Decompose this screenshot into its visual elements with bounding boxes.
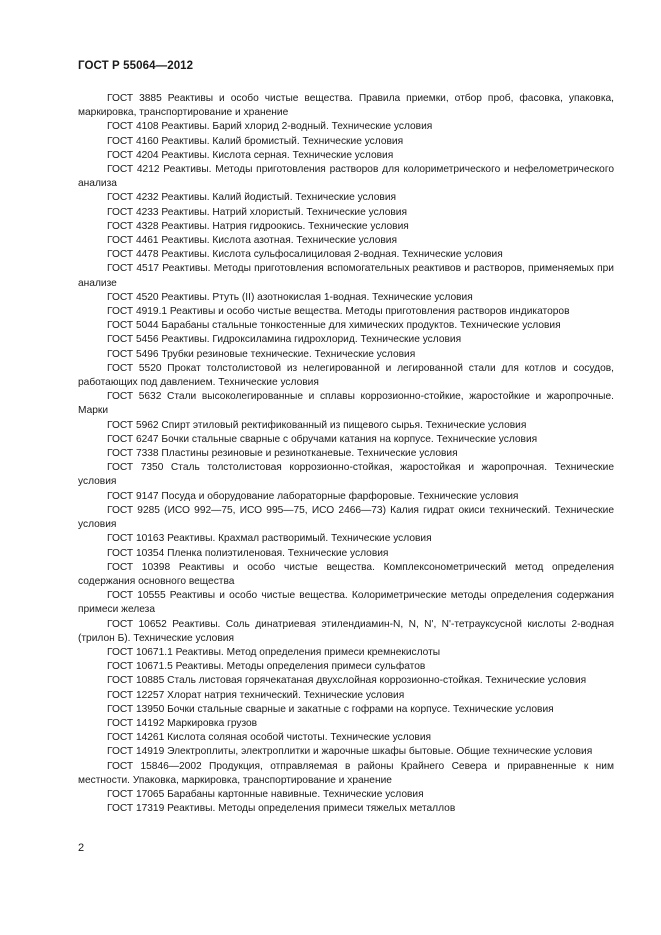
reference-entry: ГОСТ 5044 Барабаны стальные тонкостенные для химических продуктов. Технические условия	[107, 320, 561, 332]
reference-entry: ГОСТ 10398 Реактивы и особо чистые вещества. Комплексонометрический метод определения содержания основного вещества	[78, 561, 614, 587]
reference-entry: ГОСТ 6247 Бочки стальные сварные с обручами катания на корпусе. Технические условия	[107, 433, 538, 445]
reference-entry: ГОСТ 12257 Хлорат натрия технический. Технические условия	[107, 689, 405, 701]
reference-entry: ГОСТ 10163 Реактивы. Крахмал растворимый. Технические условия	[107, 533, 432, 545]
reference-entry: ГОСТ 17319 Реактивы. Методы определения примеси тяжелых металлов	[107, 803, 456, 815]
reference-entry: ГОСТ 10555 Реактивы и особо чистые вещества. Колориметрические методы определения содержания примеси железа	[78, 590, 614, 616]
reference-entry: ГОСТ 3885 Реактивы и особо чистые вещества. Правила приемки, отбор проб, фасовка, упаковка, маркировка, транспортирование и хранение	[78, 93, 614, 119]
reference-entry: ГОСТ 14261 Кислота соляная особой чистоты. Технические условия	[107, 732, 432, 744]
reference-entry: ГОСТ 5520 Прокат толстолистовой из нелегированной и легированной стали для котлов и сосудов, работающих под давлением. Технические условия	[78, 362, 614, 389]
normative-references-list	[78, 92, 614, 816]
reference-entry: ГОСТ 14192 Маркировка грузов	[107, 717, 258, 729]
reference-entry: ГОСТ 10354 Пленка полиэтиленовая. Технические условия	[107, 547, 389, 559]
reference-entry: ГОСТ 17065 Барабаны картонные навивные. Технические условия	[107, 788, 424, 800]
reference-entry: ГОСТ 10652 Реактивы. Соль динатриевая этилендиамин-N, N, N', N'-тетрауксусной кислоты 2-водная (трилон Б). Технические условия	[78, 618, 614, 644]
reference-entry: ГОСТ 5456 Реактивы. Гидроксиламина гидрохлорид. Технические условия	[107, 334, 462, 346]
reference-entry: ГОСТ 10671.1 Реактивы. Метод определения примеси кремнекислоты	[107, 646, 441, 658]
reference-entry: ГОСТ 7350 Сталь толстолистовая коррозионно-стойкая, жаростойкая и жаропрочная. Технические условия	[78, 462, 614, 488]
reference-entry: ГОСТ 4517 Реактивы. Методы приготовления вспомогательных реактивов и растворов, применяемых при анализе	[78, 263, 614, 289]
reference-entry: ГОСТ 4108 Реактивы. Барий хлорид 2-водный. Технические условия	[107, 121, 433, 133]
reference-entry: ГОСТ 4232 Реактивы. Калий йодистый. Технические условия	[107, 192, 397, 204]
page-number: 2	[78, 842, 85, 854]
reference-entry: ГОСТ 4328 Реактивы. Натрия гидроокись. Технические условия	[107, 220, 409, 232]
reference-entry: ГОСТ 13950 Бочки стальные сварные и закатные с гофрами на корпусе. Технические условия	[107, 703, 554, 715]
reference-entry: ГОСТ 4204 Реактивы. Кислота серная. Технические условия	[107, 149, 394, 161]
reference-entry: ГОСТ 14919 Электроплиты, электроплитки и жарочные шкафы бытовые. Общие технические условия	[107, 746, 593, 758]
reference-entry: ГОСТ 9147 Посуда и оборудование лабораторные фарфоровые. Технические условия	[107, 490, 519, 502]
reference-entry: ГОСТ 5496 Трубки резиновые технические. Технические условия	[107, 348, 416, 360]
reference-entry: ГОСТ 5632 Стали высоколегированные и сплавы коррозионно-стойкие, жаростойкие и жаропрочные. Марки	[78, 391, 614, 417]
reference-entry: ГОСТ 10885 Сталь листовая горячекатаная двухслойная коррозионно-стойкая. Технические условия	[107, 675, 587, 687]
reference-entry: ГОСТ 9285 (ИСО 992—75, ИСО 995—75, ИСО 2466—73) Калия гидрат окиси технический. Технические условия	[78, 504, 614, 531]
reference-entry: ГОСТ 4461 Реактивы. Кислота азотная. Технические условия	[107, 235, 398, 247]
reference-entry: ГОСТ 15846—2002 Продукция, отправляемая в районы Крайнего Севера и приравненные к ним местности. Упаковка, маркировка, транспортирование и хранение	[78, 760, 614, 786]
reference-entry: ГОСТ 7338 Пластины резиновые и резинотканевые. Технические условия	[107, 448, 458, 460]
document-header: ГОСТ Р 55064—2012	[78, 60, 194, 72]
reference-entry: ГОСТ 4212 Реактивы. Методы приготовления растворов для колориметрического и нефелометрического анализа	[78, 164, 614, 190]
reference-entry: ГОСТ 4160 Реактивы. Калий бромистый. Технические условия	[107, 135, 404, 147]
reference-entry: ГОСТ 4520 Реактивы. Ртуть (II) азотнокислая 1-водная. Технические условия	[107, 291, 473, 303]
reference-entry: ГОСТ 4919.1 Реактивы и особо чистые вещества. Методы приготовления растворов индикаторов	[107, 306, 570, 318]
reference-entry: ГОСТ 5962 Спирт этиловый ректификованный из пищевого сырья. Технические условия	[107, 419, 527, 431]
reference-entry: ГОСТ 4478 Реактивы. Кислота сульфосалициловая 2-водная. Технические условия	[107, 249, 503, 261]
reference-entry: ГОСТ 4233 Реактивы. Натрий хлористый. Технические условия	[107, 206, 408, 218]
reference-entry: ГОСТ 10671.5 Реактивы. Методы определения примеси сульфатов	[107, 661, 426, 673]
